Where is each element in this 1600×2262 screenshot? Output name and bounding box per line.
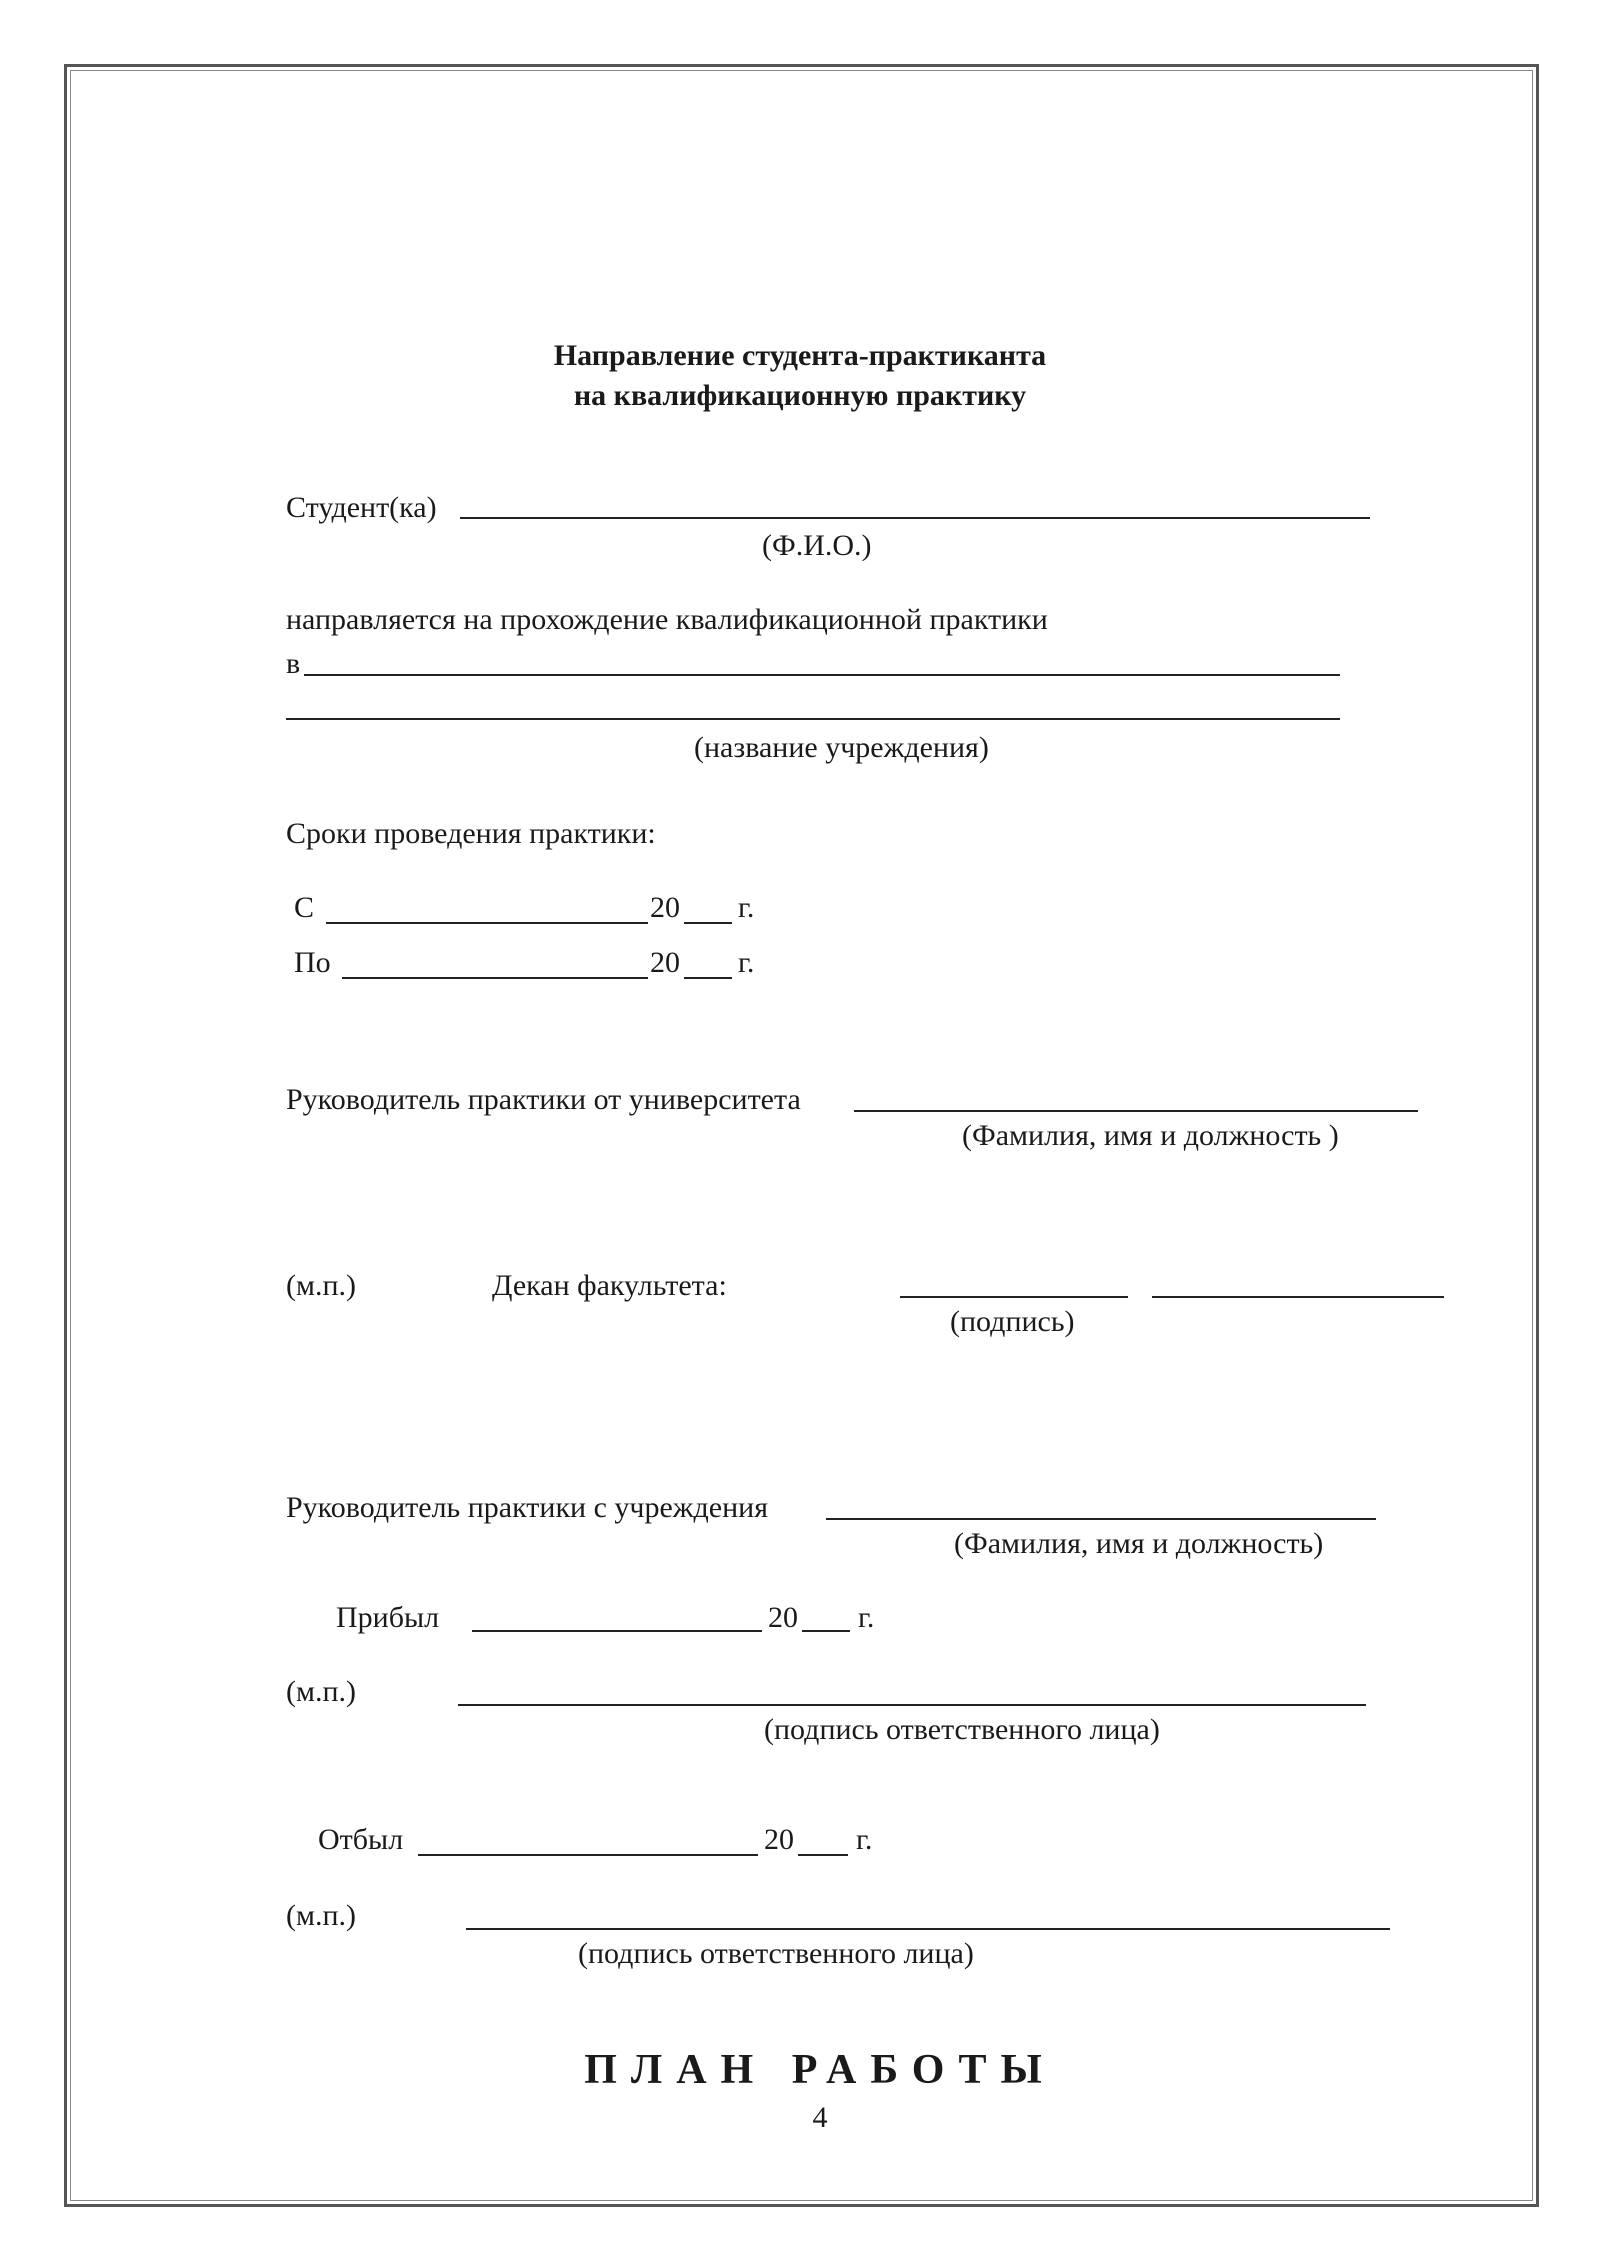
period-from-date-field[interactable] (326, 922, 648, 924)
period-to-label: По (294, 946, 331, 979)
dean-signature-hint: (подпись) (950, 1305, 1075, 1338)
departure-year-field[interactable] (798, 1854, 848, 1856)
departure-signature-field[interactable] (466, 1928, 1390, 1930)
arrival-signature-field[interactable] (458, 1704, 1366, 1706)
departure-stamp-label: (м.п.) (286, 1899, 357, 1932)
arrival-signature-hint: (подпись ответственного лица) (764, 1713, 1160, 1746)
period-to-year-suffix: г. (738, 946, 755, 979)
period-from-year-field[interactable] (684, 922, 732, 924)
departure-year-prefix: 20 (764, 1823, 794, 1856)
period-to-year-prefix: 20 (650, 946, 680, 979)
period-from-label: С (294, 891, 315, 924)
student-hint: (Ф.И.О.) (762, 529, 872, 562)
student-label: Студент(ка) (286, 491, 437, 524)
arrival-stamp-label: (м.п.) (286, 1675, 357, 1708)
destination-prefix: в (286, 647, 301, 680)
institution-name-field-2[interactable] (286, 718, 1340, 720)
period-from-year-suffix: г. (738, 891, 755, 924)
arrival-year-prefix: 20 (768, 1601, 798, 1634)
period-to-date-field[interactable] (342, 977, 648, 979)
institution-supervisor-field[interactable] (826, 1518, 1376, 1520)
institution-supervisor-hint: (Фамилия, имя и должность) (954, 1527, 1324, 1560)
page-number: 4 (812, 2101, 828, 2134)
arrival-year-suffix: г. (858, 1601, 875, 1634)
dean-name-field[interactable] (1152, 1296, 1444, 1298)
departure-signature-hint: (подпись ответственного лица) (578, 1937, 974, 1970)
university-supervisor-hint: (Фамилия, имя и должность ) (962, 1119, 1339, 1152)
plan-heading: ПЛАН РАБОТЫ (584, 2047, 1056, 2093)
period-from-year-prefix: 20 (650, 891, 680, 924)
document-title-line1: Направление студента-практиканта (553, 339, 1047, 372)
arrival-date-field[interactable] (472, 1630, 762, 1632)
departure-label: Отбыл (318, 1823, 404, 1856)
dean-signature-field[interactable] (900, 1296, 1128, 1298)
departure-year-suffix: г. (856, 1823, 873, 1856)
arrival-year-field[interactable] (802, 1630, 850, 1632)
dean-label: Декан факультета: (492, 1269, 727, 1302)
period-label: Сроки проведения практики: (286, 817, 656, 850)
arrival-label: Прибыл (336, 1601, 440, 1634)
period-to-year-field[interactable] (684, 977, 732, 979)
document-title-line2: на квалификационную практику (573, 379, 1027, 412)
institution-hint: (название учреждения) (694, 731, 989, 764)
institution-name-field-1[interactable] (304, 674, 1340, 676)
destination-text: направляется на прохождение квалификационной практики (286, 603, 1048, 636)
student-name-field[interactable] (460, 517, 1370, 519)
departure-date-field[interactable] (418, 1854, 758, 1856)
university-supervisor-label: Руководитель практики от университета (286, 1083, 801, 1116)
university-supervisor-field[interactable] (854, 1110, 1418, 1112)
dean-stamp-label: (м.п.) (286, 1269, 357, 1302)
institution-supervisor-label: Руководитель практики с учреждения (286, 1491, 769, 1524)
